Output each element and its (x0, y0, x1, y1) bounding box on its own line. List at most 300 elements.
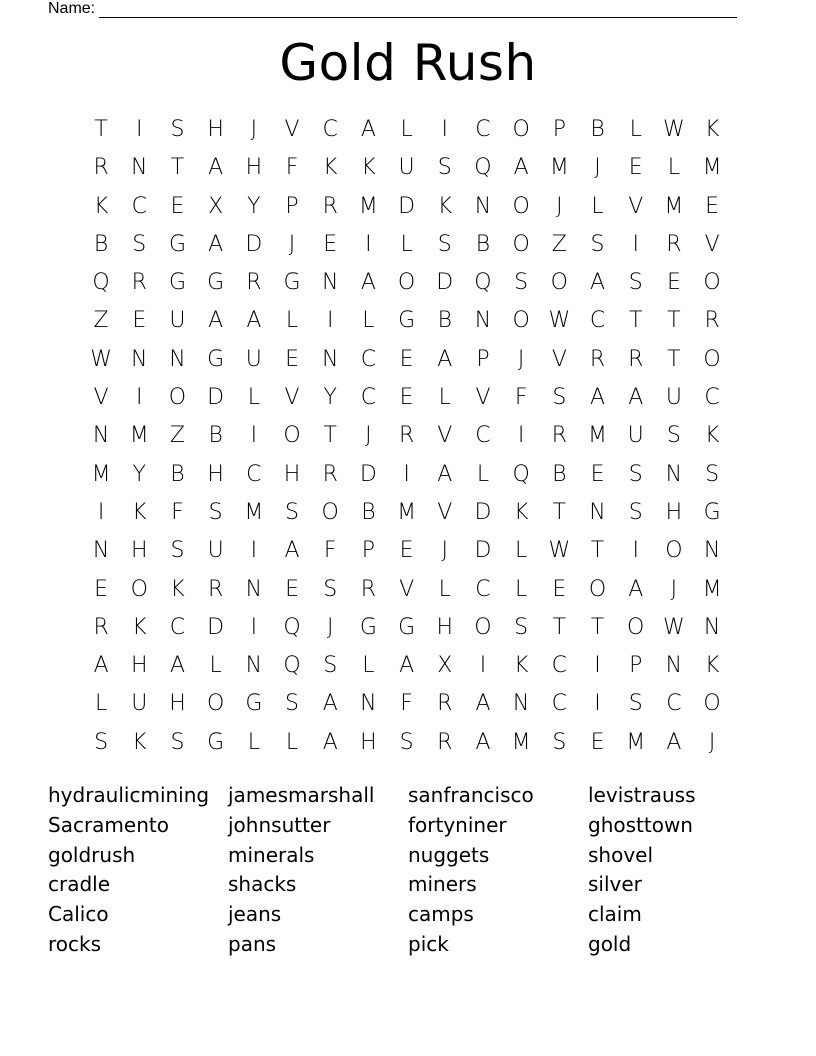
grid-letter[interactable]: M (91, 461, 111, 487)
grid-letter[interactable]: S (208, 499, 223, 525)
grid-letter[interactable]: L (476, 461, 490, 487)
grid-letter[interactable]: U (398, 155, 415, 181)
grid-letter[interactable]: S (514, 614, 529, 640)
grid-letter[interactable]: Y (323, 385, 337, 411)
grid-letter[interactable]: S (552, 729, 567, 755)
grid-letter[interactable]: K (132, 729, 147, 755)
grid-letter[interactable]: A (360, 270, 376, 296)
grid-letter[interactable]: A (399, 653, 415, 679)
grid-letter[interactable]: I (632, 538, 639, 564)
grid-letter[interactable]: E (666, 270, 681, 296)
grid-letter[interactable]: S (628, 691, 643, 717)
grid-letter[interactable]: A (628, 385, 644, 411)
grid-letter[interactable]: O (550, 270, 568, 296)
grid-letter[interactable]: M (588, 423, 608, 449)
grid-letter[interactable]: S (285, 691, 300, 717)
grid-letter[interactable]: Y (247, 193, 261, 219)
grid-letter[interactable]: F (514, 385, 528, 411)
word-list (48, 780, 768, 959)
grid-letter[interactable]: B (590, 117, 605, 142)
name-blank-line[interactable] (99, 2, 737, 18)
grid-letter[interactable]: A (208, 155, 224, 181)
grid-letter[interactable]: G (703, 499, 721, 525)
grid-letter[interactable]: O (512, 231, 530, 257)
grid-letter[interactable]: L (515, 538, 528, 564)
grid-letter[interactable]: R (437, 691, 453, 717)
grid-letter[interactable]: R (437, 729, 453, 755)
grid-letter[interactable]: B (475, 231, 491, 257)
grid-letter[interactable]: N (665, 653, 683, 679)
grid-letter[interactable]: R (666, 231, 682, 257)
grid-letter[interactable]: E (323, 231, 338, 257)
grid-letter[interactable]: V (437, 423, 453, 449)
grid-letter[interactable]: C (475, 423, 491, 449)
grid-letter[interactable]: O (512, 193, 530, 219)
grid-letter[interactable]: L (247, 729, 260, 755)
grid-letter[interactable]: D (245, 231, 263, 257)
grid-letter[interactable]: T (94, 117, 108, 142)
grid-letter[interactable]: I (250, 538, 258, 564)
grid-letter[interactable]: N (131, 346, 148, 372)
grid-letter[interactable]: P (285, 193, 299, 219)
grid-letter[interactable]: P (552, 117, 566, 142)
grid-letter[interactable]: A (513, 155, 529, 181)
grid-letter[interactable]: C (475, 576, 491, 602)
grid-letter[interactable]: W (663, 117, 685, 142)
grid-letter[interactable]: K (437, 193, 452, 219)
grid-letter[interactable]: K (93, 193, 109, 219)
grid-letter[interactable]: C (131, 193, 147, 219)
grid-letter[interactable]: J (594, 155, 601, 181)
grid-letter[interactable]: L (94, 691, 108, 717)
grid-letter[interactable]: A (93, 653, 109, 679)
grid-letter[interactable]: O (474, 614, 492, 640)
grid-letter[interactable]: Z (169, 423, 185, 449)
name-field (48, 0, 737, 18)
grid-letter[interactable]: E (285, 576, 299, 602)
grid-letter[interactable]: B (93, 231, 109, 257)
grid-letter[interactable]: I (403, 461, 410, 487)
grid-letter[interactable]: W (90, 346, 112, 372)
grid-letter[interactable]: S (94, 729, 109, 755)
grid-letter[interactable]: N (321, 346, 339, 372)
grid-letter[interactable]: J (250, 117, 258, 142)
grid-letter[interactable]: J (670, 576, 678, 602)
grid-letter[interactable]: E (628, 155, 643, 181)
grid-letter[interactable]: O (397, 270, 416, 296)
grid-letter[interactable]: F (323, 538, 337, 564)
grid-letter[interactable]: W (663, 614, 685, 640)
grid-letter[interactable]: L (438, 576, 451, 602)
grid-letter[interactable]: U (245, 346, 262, 372)
word-list-item: goldrush (48, 842, 136, 867)
grid-letter[interactable]: S (628, 499, 643, 525)
grid-letter[interactable]: J (288, 231, 296, 257)
grid-letter[interactable]: K (323, 155, 338, 181)
grid-letter[interactable]: H (207, 461, 224, 487)
grid-letter[interactable]: S (437, 155, 452, 181)
grid-letter[interactable]: C (589, 308, 606, 334)
grid-letter[interactable]: A (284, 538, 300, 564)
grid-letter[interactable]: R (93, 614, 109, 640)
grid-letter[interactable]: U (131, 691, 148, 717)
grid-letter[interactable]: N (360, 691, 377, 717)
grid-letter[interactable]: S (170, 729, 185, 755)
grid-letter[interactable]: D (207, 614, 225, 640)
grid-letter[interactable]: A (475, 691, 491, 717)
grid-letter[interactable]: G (283, 270, 301, 296)
grid-letter[interactable]: N (245, 653, 263, 679)
word-list-item: nuggets (408, 842, 490, 867)
grid-letter[interactable]: T (590, 614, 605, 640)
grid-letter[interactable]: E (399, 538, 414, 564)
grid-letter[interactable]: N (589, 499, 606, 525)
grid-letter[interactable]: R (208, 576, 224, 602)
grid-letter[interactable]: K (361, 155, 376, 181)
grid-letter[interactable]: C (704, 385, 720, 411)
grid-letter[interactable]: V (628, 193, 644, 219)
grid-letter[interactable]: O (321, 499, 339, 525)
grid-letter[interactable]: H (131, 538, 148, 564)
grid-letter[interactable]: R (589, 346, 606, 372)
grid-letter[interactable]: N (245, 576, 263, 602)
grid-letter[interactable]: V (399, 576, 415, 602)
grid-letter[interactable]: T (667, 346, 681, 372)
grid-letter[interactable]: I (250, 614, 258, 640)
grid-letter[interactable]: I (97, 499, 105, 525)
grid-letter[interactable]: H (207, 117, 224, 142)
grid-letter[interactable]: G (207, 729, 225, 755)
grid-letter[interactable]: I (326, 308, 334, 334)
grid-letter[interactable]: I (441, 117, 449, 142)
grid-letter[interactable]: R (131, 270, 147, 296)
word-list-item: miners (408, 872, 477, 897)
grid-letter[interactable]: M (511, 729, 531, 755)
grid-letter[interactable]: T (552, 614, 567, 640)
grid-letter[interactable]: L (629, 117, 642, 142)
grid-letter[interactable]: B (208, 423, 223, 449)
grid-letter[interactable]: D (474, 538, 492, 564)
grid-letter[interactable]: S (323, 576, 338, 602)
grid-letter[interactable]: U (627, 423, 644, 449)
grid-letter[interactable]: L (362, 653, 375, 679)
grid-letter[interactable]: N (131, 155, 148, 181)
grid-letter[interactable]: Y (132, 461, 146, 487)
grid-letter[interactable]: E (590, 461, 605, 487)
grid-letter[interactable]: W (548, 538, 571, 564)
grid-letter[interactable]: M (397, 499, 417, 525)
grid-letter[interactable]: T (590, 538, 605, 564)
grid-letter[interactable]: K (704, 653, 720, 679)
grid-letter[interactable]: T (552, 499, 567, 525)
word-list-item: rocks (48, 931, 102, 956)
grid-letter[interactable]: H (665, 499, 683, 525)
grid-letter[interactable]: C (475, 117, 491, 142)
grid-letter[interactable]: O (512, 117, 530, 142)
grid-letter[interactable]: B (437, 308, 452, 334)
grid-letter[interactable]: U (169, 308, 186, 334)
grid-letter[interactable]: L (438, 385, 451, 411)
grid-letter[interactable]: N (703, 538, 721, 564)
grid-letter[interactable]: A (246, 308, 262, 334)
grid-letter[interactable]: O (130, 576, 148, 602)
grid-letter[interactable]: I (632, 231, 639, 257)
grid-letter[interactable]: L (515, 576, 528, 602)
grid-letter[interactable]: S (285, 499, 300, 525)
grid-letter[interactable]: O (168, 385, 187, 411)
grid-letter[interactable]: Q (474, 270, 492, 296)
grid-letter[interactable]: A (590, 385, 606, 411)
grid-letter[interactable]: K (513, 499, 529, 525)
grid-letter[interactable]: R (93, 155, 109, 181)
grid-letter[interactable]: I (517, 423, 525, 449)
word-list-item: claim (588, 902, 642, 927)
grid-letter[interactable]: O (703, 270, 721, 296)
grid-letter[interactable]: S (590, 231, 605, 257)
grid-letter[interactable]: I (136, 385, 143, 411)
grid-letter[interactable]: F (171, 499, 184, 525)
grid-letter[interactable]: W (548, 308, 571, 334)
grid-letter[interactable]: A (360, 117, 376, 142)
grid-letter[interactable]: U (207, 538, 224, 564)
grid-letter[interactable]: N (512, 691, 530, 717)
grid-letter[interactable]: U (665, 385, 682, 411)
grid-letter[interactable]: O (665, 538, 683, 564)
grid-letter[interactable]: M (129, 423, 149, 449)
grid-letter[interactable]: A (666, 729, 682, 755)
grid-letter[interactable]: R (628, 346, 644, 372)
grid-letter[interactable]: M (664, 193, 684, 219)
grid-letter[interactable]: D (207, 385, 225, 411)
grid-letter[interactable]: E (399, 385, 414, 411)
grid-letter[interactable]: L (247, 385, 260, 411)
grid-letter[interactable]: J (365, 423, 372, 449)
grid-letter[interactable]: T (667, 308, 681, 334)
grid-letter[interactable]: M (702, 576, 722, 602)
grid-letter[interactable]: E (170, 193, 185, 219)
grid-letter[interactable]: I (594, 653, 601, 679)
grid-letter[interactable]: O (283, 423, 301, 449)
grid-letter[interactable]: S (552, 385, 567, 411)
grid-letter[interactable]: O (512, 308, 530, 334)
grid-letter[interactable]: H (245, 155, 263, 181)
grid-letter[interactable]: R (322, 193, 338, 219)
grid-letter[interactable]: D (436, 270, 454, 296)
grid-letter[interactable]: C (551, 691, 568, 717)
grid-letter[interactable]: M (702, 155, 722, 181)
grid-letter[interactable]: Q (92, 270, 110, 296)
grid-letter[interactable]: N (474, 193, 492, 219)
grid-letter[interactable]: N (92, 423, 110, 449)
grid-letter[interactable]: N (321, 270, 339, 296)
grid-letter[interactable]: R (360, 576, 377, 602)
grid-letter[interactable]: V (475, 385, 491, 411)
grid-letter[interactable]: P (629, 653, 643, 679)
grid-letter[interactable]: A (322, 729, 338, 755)
grid-letter[interactable]: M (244, 499, 264, 525)
grid-letter[interactable]: I (479, 653, 487, 679)
grid-letter[interactable]: A (208, 231, 224, 257)
grid-letter[interactable]: L (667, 155, 681, 181)
grid-letter[interactable]: S (170, 538, 185, 564)
grid-letter[interactable]: T (170, 155, 185, 181)
grid-letter[interactable]: O (703, 691, 721, 717)
grid-letter[interactable]: A (208, 308, 224, 334)
grid-letter[interactable]: I (594, 691, 601, 717)
grid-letter[interactable]: E (285, 346, 299, 372)
grid-letter[interactable]: J (326, 614, 334, 640)
grid-letter[interactable]: H (360, 729, 377, 755)
grid-letter[interactable]: E (552, 576, 567, 602)
grid-letter[interactable]: A (169, 653, 185, 679)
grid-letter[interactable]: G (168, 231, 186, 257)
grid-letter[interactable]: R (246, 270, 262, 296)
grid-letter[interactable]: Q (283, 653, 301, 679)
grid-letter[interactable]: S (628, 461, 643, 487)
grid-letter[interactable]: A (437, 346, 453, 372)
grid-letter[interactable]: E (590, 729, 605, 755)
grid-letter[interactable]: A (475, 729, 491, 755)
grid-letter[interactable]: V (704, 231, 720, 257)
grid-letter[interactable]: S (705, 461, 720, 487)
grid-letter[interactable]: K (704, 117, 720, 142)
word-list-item: levistrauss (588, 783, 696, 807)
grid-letter[interactable]: F (285, 155, 299, 181)
grid-letter[interactable]: J (708, 729, 716, 755)
grid-letter[interactable]: Q (283, 614, 301, 640)
grid-letter[interactable]: S (666, 423, 681, 449)
grid-letter[interactable]: S (323, 653, 338, 679)
grid-letter[interactable]: C (360, 346, 377, 372)
grid-letter[interactable]: G (168, 270, 186, 296)
grid-letter[interactable]: T (628, 308, 643, 334)
grid-letter[interactable]: L (209, 653, 222, 679)
grid-letter[interactable]: L (285, 308, 299, 334)
grid-letter[interactable]: H (169, 691, 186, 717)
grid-letter[interactable]: L (400, 117, 413, 142)
grid-letter[interactable]: O (206, 691, 225, 717)
grid-letter[interactable]: D (474, 499, 492, 525)
grid-letter[interactable]: O (703, 346, 721, 372)
grid-letter[interactable]: C (666, 691, 682, 717)
grid-letter[interactable]: O (627, 614, 645, 640)
grid-letter[interactable]: K (170, 576, 185, 602)
grid-letter[interactable]: G (245, 691, 263, 717)
grid-letter[interactable]: J (556, 193, 563, 219)
grid-letter[interactable]: K (704, 423, 720, 449)
grid-letter[interactable]: R (322, 461, 338, 487)
grid-letter[interactable]: J (517, 346, 525, 372)
grid-letter[interactable]: O (588, 576, 607, 602)
grid-letter[interactable]: X (437, 653, 453, 679)
grid-letter[interactable]: E (94, 576, 109, 602)
grid-letter[interactable]: N (169, 346, 186, 372)
grid-letter[interactable]: Q (474, 155, 492, 181)
grid-letter[interactable]: V (437, 499, 453, 525)
grid-letter[interactable]: G (359, 614, 377, 640)
grid-letter[interactable]: C (169, 614, 186, 640)
grid-letter[interactable]: S (514, 270, 529, 296)
grid-letter[interactable]: S (628, 270, 643, 296)
grid-letter[interactable]: Q (512, 461, 530, 487)
grid-letter[interactable]: J (441, 538, 449, 564)
grid-letter[interactable]: P (361, 538, 376, 564)
word-list-item: johnsutter (228, 812, 331, 837)
grid-letter[interactable]: N (474, 308, 492, 334)
grid-letter[interactable]: I (365, 231, 372, 257)
grid-letter[interactable]: B (361, 499, 376, 525)
grid-letter[interactable]: L (591, 193, 604, 219)
grid-letter[interactable]: Z (551, 231, 567, 257)
grid-letter[interactable]: R (704, 308, 720, 334)
grid-letter[interactable]: D (398, 193, 416, 219)
grid-letter[interactable]: A (437, 461, 453, 487)
grid-letter[interactable]: H (436, 614, 454, 640)
grid-letter[interactable]: V (551, 346, 567, 372)
grid-letter[interactable]: B (552, 461, 567, 487)
grid-letter[interactable]: G (398, 308, 416, 334)
grid-letter[interactable]: K (132, 499, 147, 525)
grid-letter[interactable]: A (322, 691, 338, 717)
grid-letter[interactable]: R (398, 423, 415, 449)
grid-letter[interactable]: P (476, 346, 490, 372)
grid-letter[interactable]: I (136, 117, 143, 142)
grid-letter[interactable]: S (132, 231, 147, 257)
grid-letter[interactable]: V (284, 117, 300, 142)
grid-letter[interactable]: T (323, 423, 337, 449)
grid-letter[interactable]: G (398, 614, 416, 640)
grid-letter[interactable]: M (358, 193, 378, 219)
grid-letter[interactable]: E (705, 193, 720, 219)
grid-letter[interactable]: A (628, 576, 644, 602)
grid-letter[interactable]: C (360, 385, 377, 411)
grid-letter[interactable]: S (437, 231, 452, 257)
grid-letter[interactable]: G (207, 270, 225, 296)
grid-letter[interactable]: I (250, 423, 258, 449)
grid-letter[interactable]: V (93, 385, 109, 411)
grid-letter[interactable]: L (400, 231, 413, 257)
word-list-item: cradle (48, 872, 111, 897)
grid-letter[interactable]: B (170, 461, 185, 487)
grid-letter[interactable]: H (283, 461, 301, 487)
grid-letter[interactable]: V (284, 385, 300, 411)
grid-letter[interactable]: E (132, 308, 147, 334)
grid-letter[interactable]: X (208, 193, 224, 219)
grid-letter[interactable]: C (246, 461, 262, 487)
grid-letter[interactable]: N (665, 461, 683, 487)
grid-letter[interactable]: D (359, 461, 377, 487)
grid-letter[interactable]: C (551, 653, 568, 679)
grid-letter[interactable]: R (551, 423, 567, 449)
grid-letter[interactable]: K (513, 653, 529, 679)
grid-letter[interactable]: M (549, 155, 569, 181)
grid-letter[interactable]: Z (93, 308, 109, 334)
grid-letter[interactable]: N (703, 614, 721, 640)
grid-letter[interactable]: L (285, 729, 299, 755)
grid-letter[interactable]: F (400, 691, 413, 717)
grid-letter[interactable]: C (322, 117, 338, 142)
grid-letter[interactable]: E (399, 346, 414, 372)
grid-letter[interactable]: A (590, 270, 606, 296)
grid-letter[interactable]: H (131, 653, 148, 679)
grid-letter[interactable]: N (92, 538, 110, 564)
grid-letter[interactable]: S (399, 729, 414, 755)
grid-letter[interactable]: S (170, 117, 185, 142)
grid-letter[interactable]: K (132, 614, 147, 640)
grid-letter[interactable]: L (362, 308, 375, 334)
grid-letter[interactable]: G (207, 346, 225, 372)
grid-letter[interactable]: M (626, 729, 646, 755)
